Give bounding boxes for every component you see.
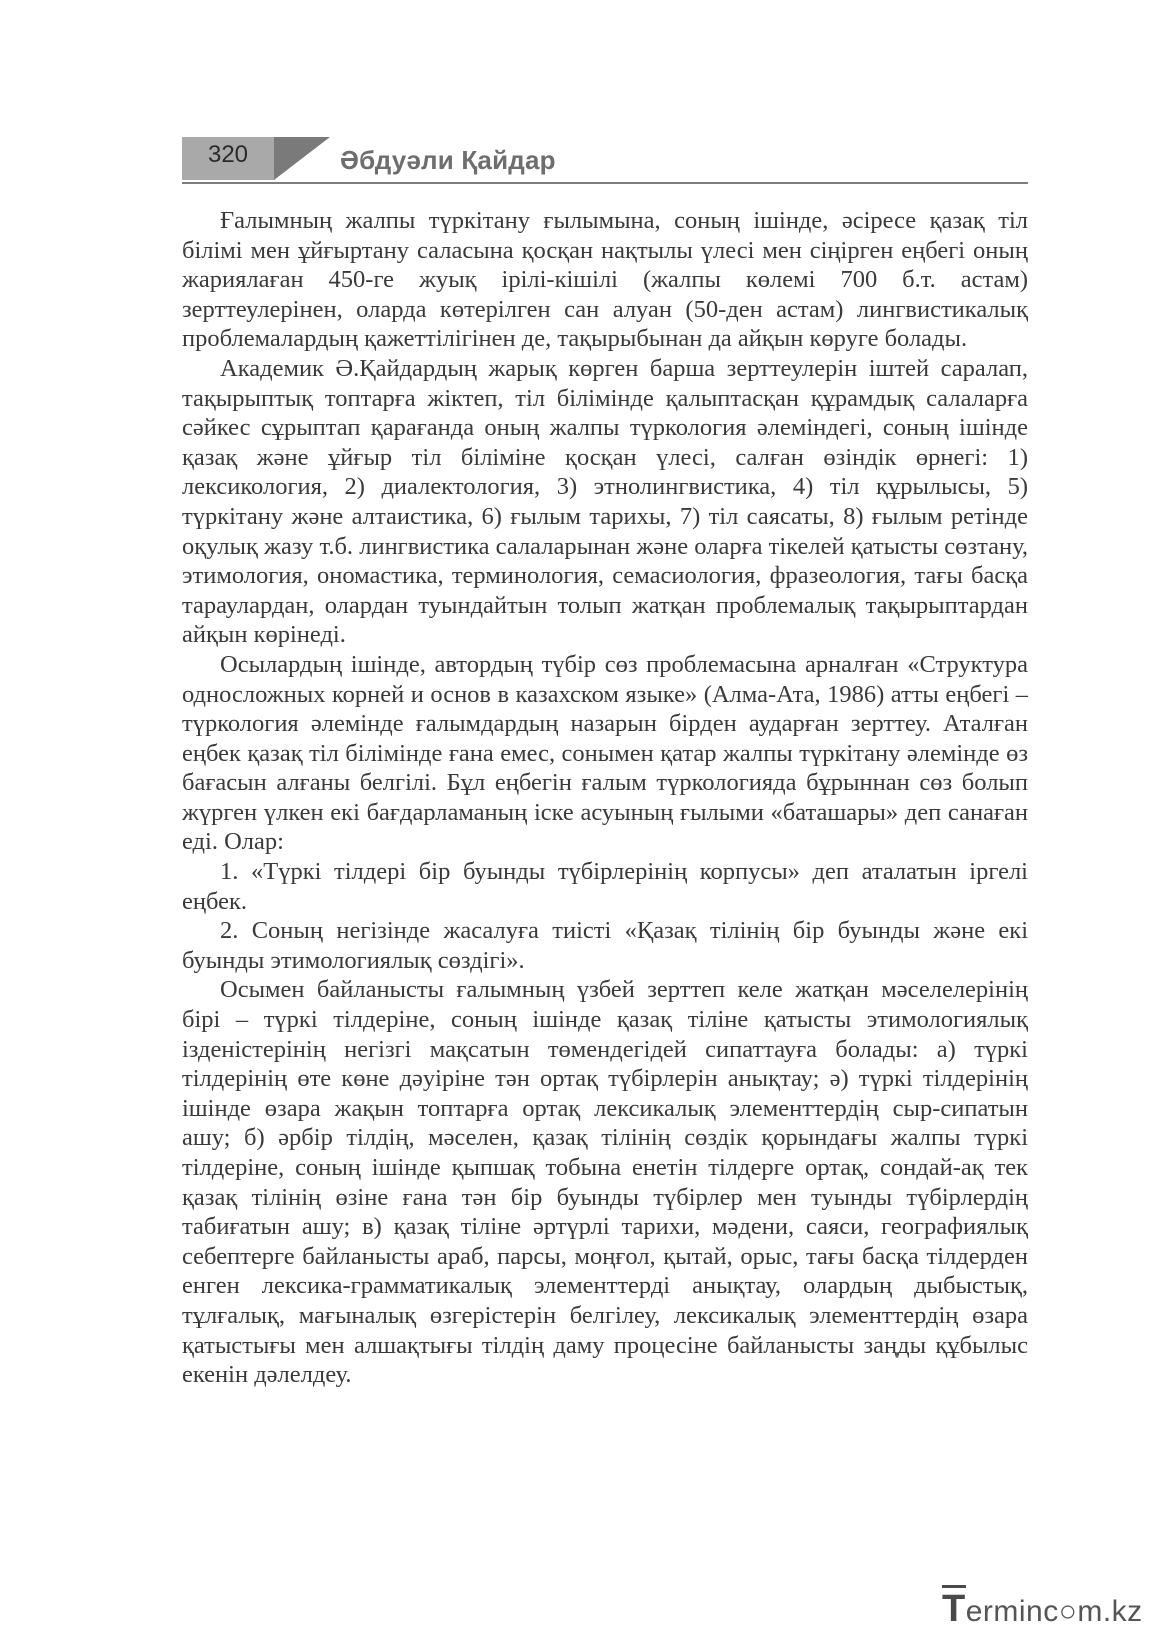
header-rule [182, 182, 1028, 184]
termincom-watermark [942, 1588, 1143, 1631]
watermark-letter-t: T [942, 1585, 966, 1630]
paragraph-1: Ғалымның жалпы түркітану ғылымына, соның ішінде, әсіресе қазақ тіл білімі мен ұйғыртану саласына қосқан нақтылы үлесі мен сіңірген еңбегі оның жариялаған 450-ге жуық ірілі-кішілі (жалпы көлемі 700 б.т. астам) зерттеулерінен, оларда көтерілген сан алуан (50-ден астам) лингвистикалық проблемалардың қажеттілігінен де, тақырыбынан да айқын көруге болады. [182, 207, 1028, 353]
header-wedge-decoration [274, 137, 330, 180]
watermark-o-glyph: ○ [1058, 1595, 1078, 1628]
list-item-1: 1. «Түркі тілдері бір буынды түбірлерінің корпусы» деп аталатын іргелі еңбек. [182, 858, 1028, 915]
watermark-text-a: erminc [965, 1595, 1059, 1628]
paragraph-2: Академик Ә.Қайдардың жарық көрген барша зерттеулерін іштей саралап, тақырыптық топтарға жіктеп, тіл білімінде қалыптасқан құрамдық салаларға сәйкес сұрыптап қарағанда оның жалпы түркология әлеміндегі, соның ішінде қазақ және ұйғыр тіл біліміне қосқан үлесі, салған өзіндік өрнегі: 1) лексикология, 2) диалектология, 3) этнолингвистика, 4) тіл құрылысы, 5) түркітану және алтаистика, 6) ғылым тарихы, 7) тіл саясаты, 8) ғылым ретінде оқулық жазу т.б. лингвистика салаларынан және оларға тікелей қатысты сөзтану, этимология, ономастика, терминология, семасиология, фразеология, тағы басқа тараулардан, олардан туындайтын толып жатқан проблемалық тақырыптардан айқын көрінеді. [182, 354, 1028, 649]
paragraph-4: Осымен байланысты ғалымның үзбей зерттеп келе жатқан мәселелерінің бірі – түркі тілдеріне, соның ішінде қазақ тіліне қатысты этимологиялық ізденістерінің негізгі мақсатын төмендегідей сипаттауға болады: а) түркі тілдерінің өте көне дәуіріне тән ортақ түбірлерін анықтау; ә) түркі тілдерінің ішінде өзара жақын топтарға ортақ лексикалық элементтердің сыр-сипатын ашу; б) әрбір тілдің, мәселен, қазақ тілінің сөздік қорындағы жалпы түркі тілдеріне, соның ішінде қыпшақ тобына енетін тілдерге ортақ, сондай-ақ тек қазақ тілінің өзіне ғана тән бір буынды түбірлер мен туынды түбірлердің табиғатын ашу; в) қазақ тіліне әртүрлі тарихи, мәдени, саяси, географиялық себептерге байланысты араб, парсы, моңғол, қытай, орыс, тағы басқа тілдерден енген лексика-грамматикалық элементтерді анықтау, олардың дыбыстық, тұлғалық, мағыналық өзгерістерін белгілеу, лексикалық элементтердің өзара қатыстығы мен алшақтығы тілдің даму процесіне байланысты заңды құбылыс екенін дәлелдеу. [182, 976, 1028, 1389]
page-header [182, 137, 1028, 187]
page-number-tab [182, 137, 274, 180]
running-title: Әбдуәли Қайдар [340, 145, 556, 175]
paragraph-3: Осылардың ішінде, автордың түбір сөз проблемасына арналған «Структура односложных корней и основ в казахском языке» (Алма-Ата, 1986) атты еңбегі – түркология әлемінде ғалымдардың назарын бірден аударған зерттеу. Аталған еңбек қазақ тіл білімінде ғана емес, сонымен қатар жалпы түркітану әлемінде өз бағасын алғаны белгілі. Бұл еңбегін ғалым түркологияда бұрыннан сөз болып жүрген үлкен екі бағдарламаның іске асуының ғылыми «баташары» деп санаған еді. Олар: [182, 650, 1028, 856]
page-number: 320 [207, 141, 249, 168]
list-item-2: 2. Соның негізінде жасалуға тиісті «Қазақ тілінің бір буынды және екі буынды этимологиялық сөздігі». [182, 917, 1028, 974]
watermark-text-b: m.kz [1077, 1595, 1143, 1628]
body-text [182, 206, 1028, 1390]
